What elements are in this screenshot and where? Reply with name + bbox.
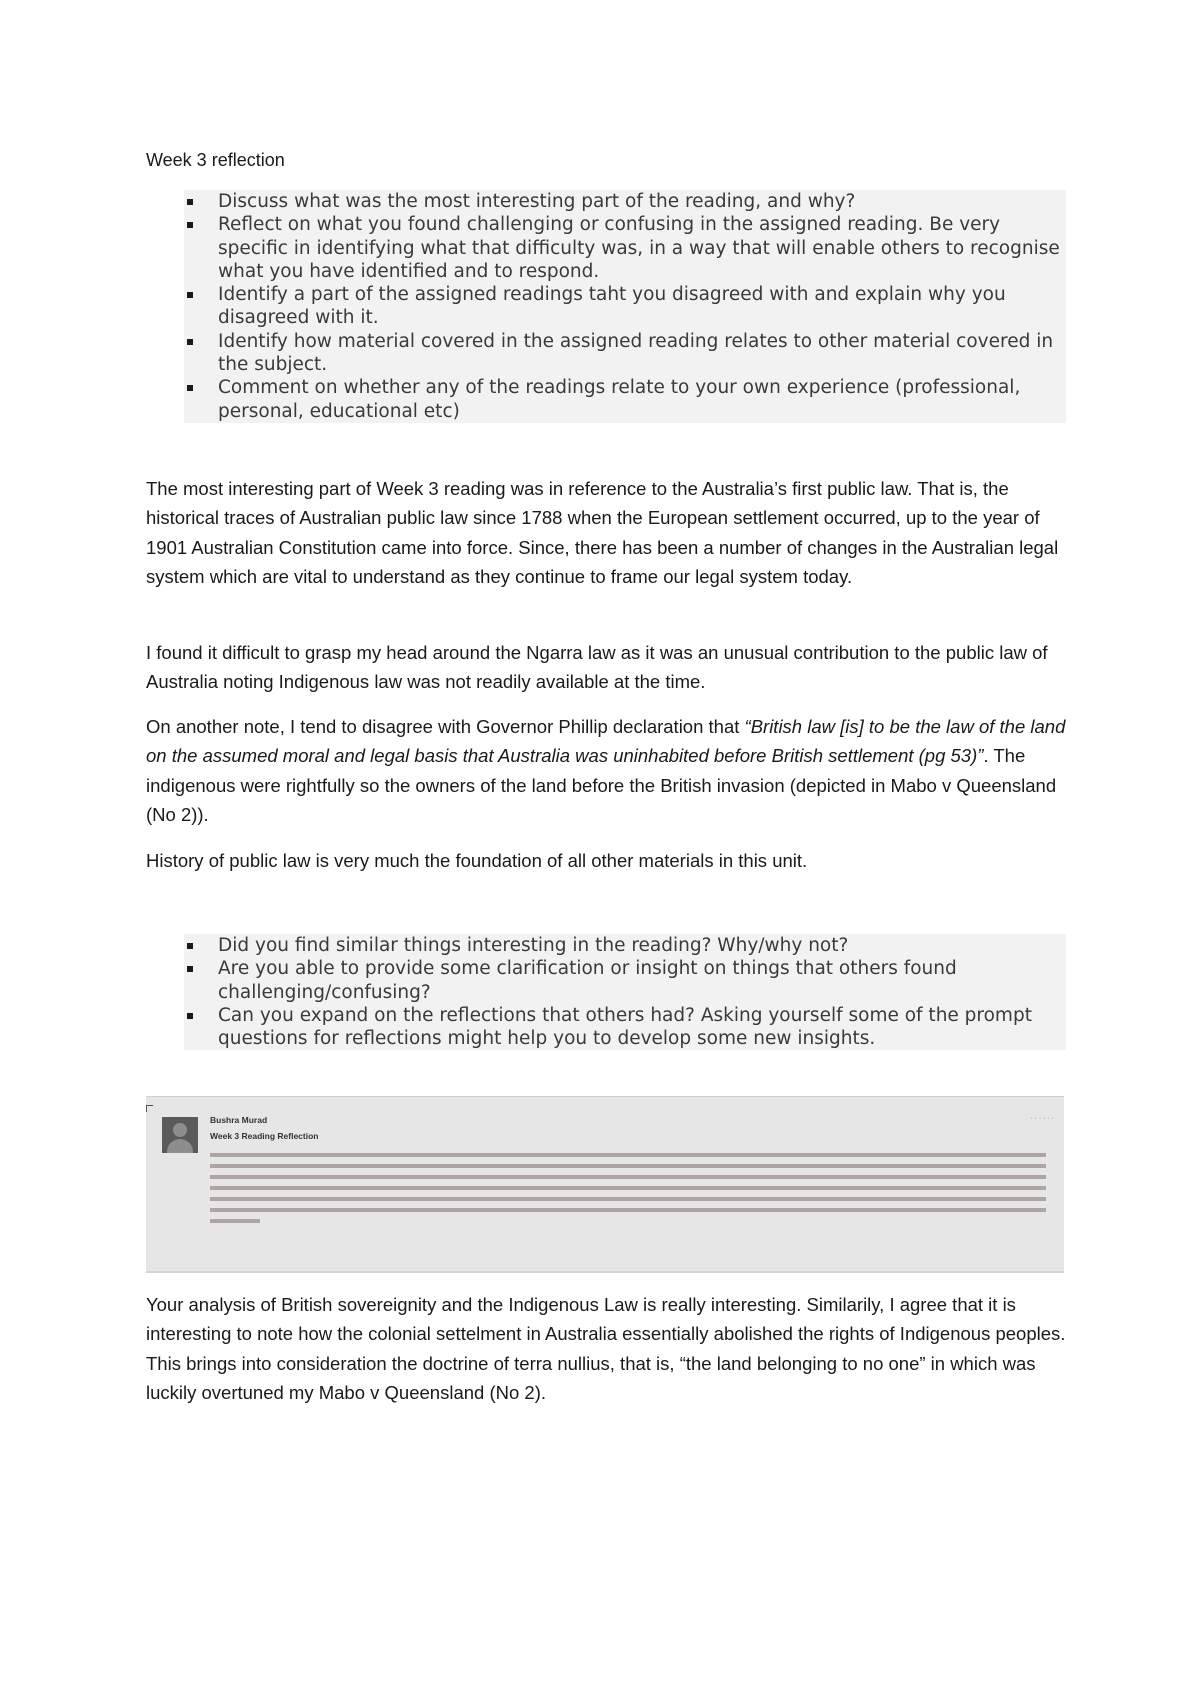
response-paragraph: Your analysis of British sovereignity and the Indigenous Law is really interesting. Similarily, I agree that it is interesting to note how the colonial settelment in Australia essentially abolished the rights of Indigenous peoples. This brings into consideration the doctrine of terra nullius, that is, “the land belonging to no one” in which was luckily overtuned my Mabo v Queensland (No 2). [146, 1294, 1066, 1403]
post-text-line-blurred [210, 1208, 1046, 1212]
list-item: Comment on whether any of the readings relate to your own experience (professional, personal, educational etc) [184, 376, 1066, 423]
reflection-paragraph-challenging: I found it difficult to grasp my head around the Ngarra law as it was an unusual contribution to the public law of Australia noting Indigenous law was not readily available at the time. [146, 642, 1048, 693]
reflection-prompts-list [184, 190, 1066, 423]
square-bullet-icon [187, 966, 193, 972]
post-text-line-blurred [210, 1186, 1046, 1190]
list-item: Reflect on what you found challenging or confusing in the assigned reading. Be very specific in identifying what that difficulty was, in a way that will enable others to recognise what you have identified and to respond. [184, 213, 1066, 283]
embedded-post-screenshot [146, 1096, 1064, 1273]
post-text-line-blurred [210, 1219, 260, 1223]
post-author: Bushra Murad [210, 1115, 268, 1125]
post-text-line-blurred [210, 1153, 1046, 1157]
square-bullet-icon [187, 1013, 193, 1019]
post-date-blurred: · · · · · · [1030, 1115, 1054, 1122]
avatar [162, 1117, 198, 1153]
post-text-line-blurred [210, 1164, 1046, 1168]
list-item: Discuss what was the most interesting part of the reading, and why? [184, 190, 1066, 213]
square-bullet-icon [187, 199, 193, 205]
post-text-line-blurred [210, 1197, 1046, 1201]
paragraph-rest-text: . The indigenous were rightfully so the owners of the land before the British invasion (depicted in Mabo v Queensland (No 2)). [146, 745, 1057, 825]
post-text-line-blurred [210, 1175, 1046, 1179]
list-item: Can you expand on the reflections that others had? Asking yourself some of the prompt questions for reflections might help you to develop some new insights. [184, 1004, 1066, 1051]
list-item: Did you find similar things interesting in the reading? Why/why not? [184, 934, 1066, 957]
response-prompts-list [184, 934, 1066, 1050]
post-subject: Week 3 Reading Reflection [210, 1131, 319, 1141]
image-anchor-icon [146, 1105, 153, 1112]
reflection-paragraph-relation: History of public law is very much the foundation of all other materials in this unit. [146, 850, 808, 871]
square-bullet-icon [187, 385, 193, 391]
document-title: Week 3 reflection [146, 150, 285, 170]
square-bullet-icon [187, 339, 193, 345]
list-item: Are you able to provide some clarification or insight on things that others found challenging/confusing? [184, 957, 1066, 1004]
square-bullet-icon [187, 222, 193, 228]
square-bullet-icon [187, 292, 193, 298]
square-bullet-icon [187, 943, 193, 949]
list-item: Identify how material covered in the assigned reading relates to other material covered in the subject. [184, 330, 1066, 377]
reflection-paragraph-disagreement [146, 712, 1066, 829]
governor-phillip-quote: “British law [is] to be the law of the land on the assumed moral and legal basis that Australia was uninhabited before British settlement (pg 53)” [146, 716, 1066, 767]
reflection-paragraph-interesting: The most interesting part of Week 3 reading was in reference to the Australia’s first public law. That is, the historical traces of Australian public law since 1788 when the European settlement occurred, up to the year of 1901 Australian Constitution came into force. Since, there has been a number of changes in the Australian legal system which are vital to understand as they continue to frame our legal system today. [146, 478, 1059, 587]
list-item: Identify a part of the assigned readings taht you disagreed with and explain why you disagreed with it. [184, 283, 1066, 330]
paragraph-intro-text: On another note, I tend to disagree with Governor Phillip declaration that [146, 716, 745, 737]
